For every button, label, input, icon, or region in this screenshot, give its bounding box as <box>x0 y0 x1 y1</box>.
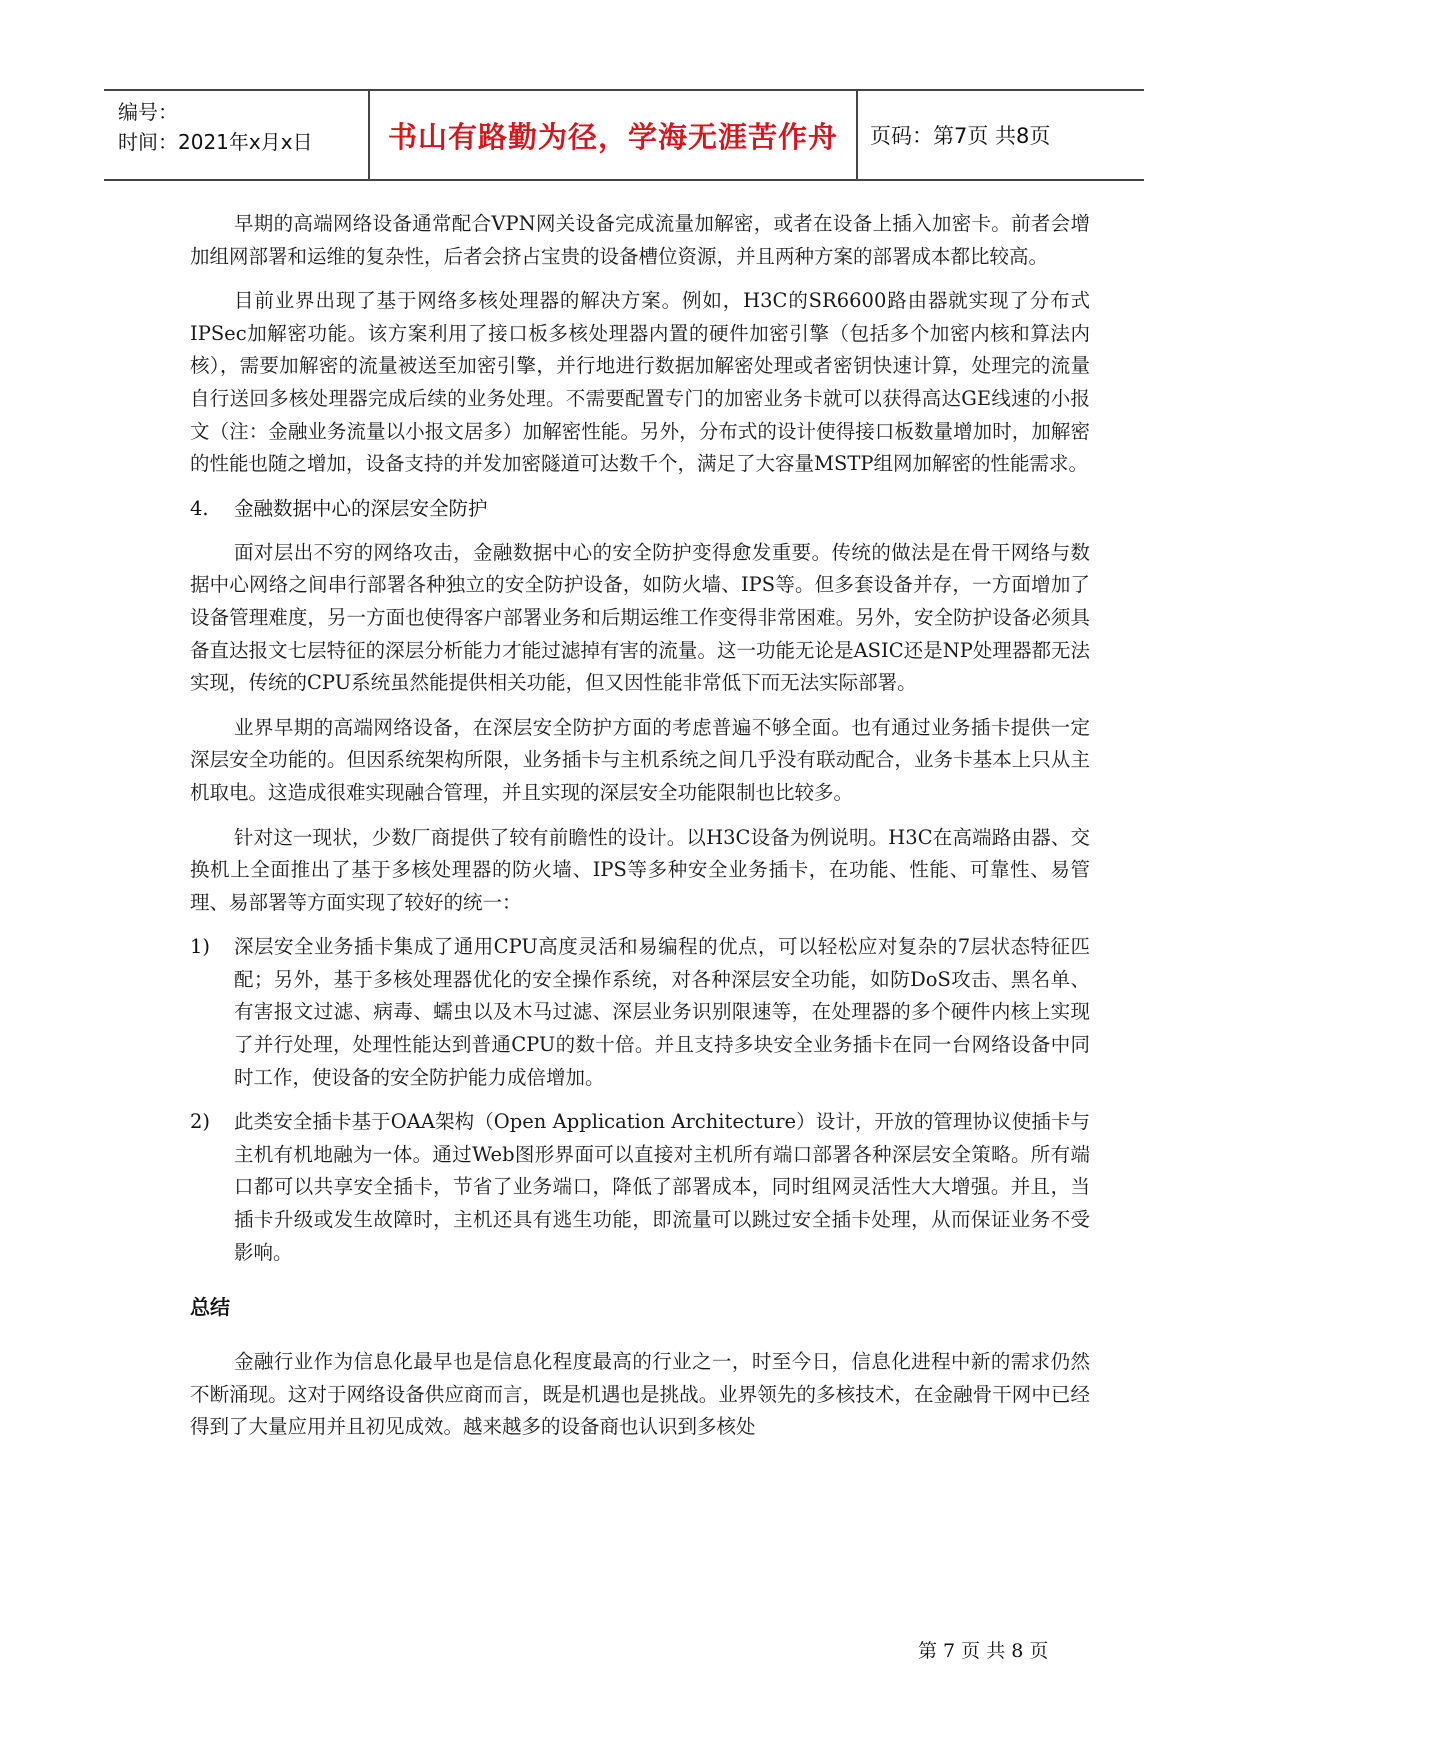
header-motto: 书山有路勤为径，学海无涯苦作舟 <box>387 119 838 154</box>
list-item-number: 1) <box>190 935 211 959</box>
paragraph: 面对层出不穷的网络攻击，金融数据中心的安全防护变得愈发重要。传统的做法是在骨干网络与数据中心网络之间串行部署各种独立的安全防护设备，如防火墙、IPS等。但多套设备并存，一方面增加了设备管理难度，另一方面也使得客户部署业务和后期运维工作变得非常困难。另外，安全防护设备必须具备直达报文七层特征的深层分析能力才能过滤掉有害的流量。这一功能无论是ASIC还是NP处理器都无法实现，传统的CPU系统虽然能提供相关功能，但又因性能非常低下而无法实际部署。 <box>190 540 1090 695</box>
paragraph: 金融行业作为信息化最早也是信息化程度最高的行业之一，时至今日，信息化进程中新的需求仍然不断涌现。这对于网络设备供应商而言，既是机遇也是挑战。业界领先的多核技术，在金融骨干网中已经得到了大量应用并且初见成效。越来越多的设备商也认识到多核处 <box>190 1350 1090 1439</box>
summary-heading: 总结 <box>190 1295 230 1320</box>
page-footer: 第 7 页 共 8 页 <box>918 1640 1049 1662</box>
header-page-info: 页码：第7页 共8页 <box>870 124 1051 148</box>
document-time-label: 时间：2021年x月x日 <box>118 130 313 154</box>
document-number-label: 编号： <box>118 100 178 124</box>
paragraph: 针对这一现状，少数厂商提供了较有前瞻性的设计。以H3C设备为例说明。H3C在高端路由器、交换机上全面推出了基于多核处理器的防火墙、IPS等多种安全业务插卡，在功能、性能、可靠性、易管理、易部署等方面实现了较好的统一： <box>190 825 1090 914</box>
list-item <box>190 931 1090 1094</box>
section-heading <box>190 493 1090 525</box>
paragraph: 目前业界出现了基于网络多核处理器的解决方案。例如，H3C的SR6600路由器就实现了分布式IPSec加解密功能。该方案利用了接口板多核处理器内置的硬件加密引擎（包括多个加密内核和算法内核），需要加解密的流量被送至加密引擎，并行地进行数据加解密处理或者密钥快速计算，处理完的流量自行送回多核处理器完成后续的业务处理。不需要配置专门的加密业务卡就可以获得高达GE线速的小报文（注：金融业务流量以小报文居多）加解密性能。另外，分布式的设计使得接口板数量增加时，加解密的性能也随之增加，设备支持的并发加密隧道可达数千个，满足了大容量MSTP组网加解密的性能需求。 <box>190 289 1090 476</box>
list-item <box>190 1106 1090 1269</box>
section-number: 4. <box>190 496 209 520</box>
paragraph: 早期的高端网络设备通常配合VPN网关设备完成流量加解密，或者在设备上插入加密卡。前者会增加组网部署和运维的复杂性，后者会挤占宝贵的设备槽位资源，并且两种方案的部署成本都比较高。 <box>190 212 1090 268</box>
header-meta <box>104 91 368 179</box>
document-body <box>190 208 1090 1456</box>
list-item-text: 深层安全业务插卡集成了通用CPU高度灵活和易编程的优点，可以轻松应对复杂的7层状态特征匹配；另外，基于多核处理器优化的安全操作系统，对各种深层安全功能，如防DoS攻击、黑名单、有害报文过滤、病毒、蠕虫以及木马过滤、深层业务识别限速等，在处理器的多个硬件内核上实现了并行处理，处理性能达到普通CPU的数十倍。并且支持多块安全业务插卡在同一台网络设备中同时工作，使设备的安全防护能力成倍增加。 <box>234 935 1090 1089</box>
section-title: 金融数据中心的深层安全防护 <box>234 496 488 520</box>
paragraph: 业界早期的高端网络设备，在深层安全防护方面的考虑普遍不够全面。也有通过业务插卡提供一定深层安全功能的。但因系统架构所限，业务插卡与主机系统之间几乎没有联动配合，业务卡基本上只从主机取电。这造成很难实现融合管理，并且实现的深层安全功能限制也比较多。 <box>190 715 1090 804</box>
page-header <box>104 89 1144 181</box>
header-motto-cell <box>368 91 858 179</box>
list-item-number: 2) <box>190 1110 211 1134</box>
list-item-text: 此类安全插卡基于OAA架构（Open Application Architecture）设计，开放的管理协议使插卡与主机有机地融为一体。通过Web图形界面可以直接对主机所有端口部署各种深层安全策略。所有端口都可以共享安全插卡，节省了业务端口，降低了部署成本，同时组网灵活性大大增强。并且，当插卡升级或发生故障时，主机还具有逃生功能，即流量可以跳过安全插卡处理，从而保证业务不受影响。 <box>234 1110 1090 1264</box>
